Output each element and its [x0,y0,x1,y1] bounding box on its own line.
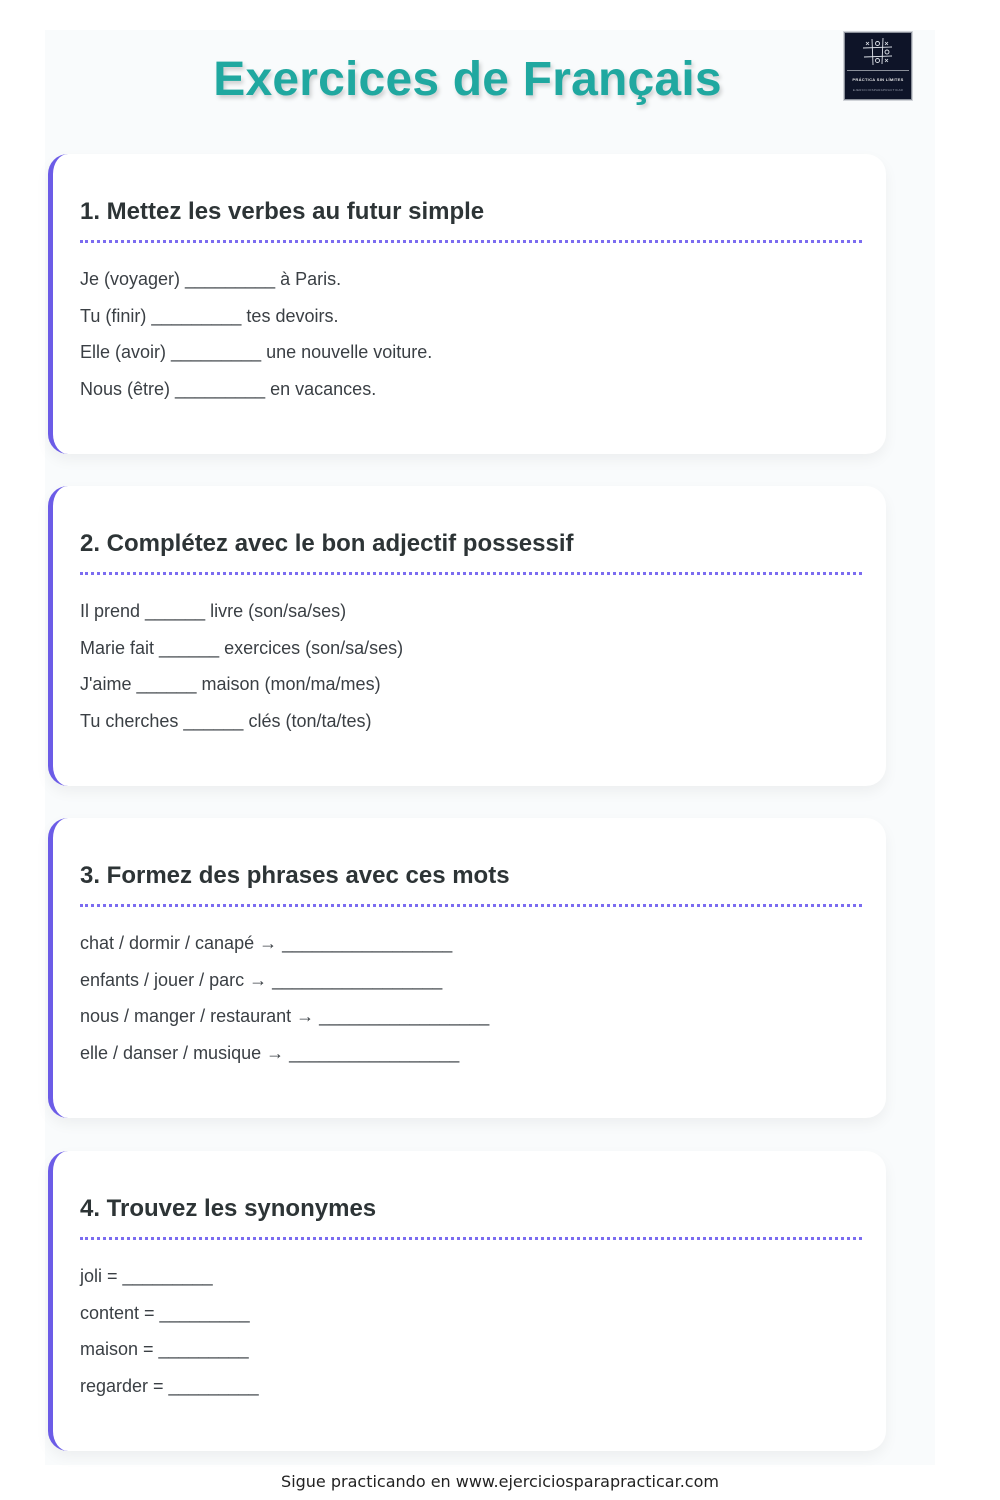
dotted-divider [80,572,862,575]
dotted-divider [80,240,862,243]
exercise-title: 3. Formez des phrases avec ces mots [80,862,510,889]
exercise-item: Tu cherches ______ clés (ton/ta/tes) [80,710,372,731]
dotted-divider [80,1237,862,1240]
exercise-item: Elle (avoir) _________ une nouvelle voiture. [80,342,433,362]
exercise-title: 1. Mettez les verbes au futur simple [80,198,485,225]
exercise-list [80,267,432,413]
dotted-divider [80,904,862,907]
exercise-item: content = _________ [80,1302,250,1323]
exercise-item: Il prend ______ livre (son/sa/ses) [80,601,347,621]
exercise-card-3 [48,818,886,1118]
logo-brand-text: PRÁCTICA SIN LÍMITES [852,77,904,82]
exercise-item: joli = _________ [80,1266,213,1286]
exercise-item: Je (voyager) _________ à Paris. [80,269,342,289]
exercise-list [80,1264,259,1410]
exercise-item: enfants / jouer / parc → _________________ [80,969,443,990]
exercise-item: regarder = _________ [80,1375,259,1396]
logo-subtitle: EJERCICIOSPARAPRACTICAR [852,88,904,92]
exercise-title: 2. Complétez avec le bon adjectif possessif [80,530,574,557]
exercise-list [80,931,489,1077]
exercise-item: maison = _________ [80,1339,249,1359]
page-title: Exercices de Français [213,53,722,106]
exercise-card-4 [48,1151,886,1451]
exercise-item: chat / dormir / canapé → _________________ [80,933,453,953]
tic-tac-toe-icon [845,33,911,71]
exercise-item: Tu (finir) _________ tes devoirs. [80,305,339,326]
logo-divider [847,70,909,71]
exercise-item: Nous (être) _________ en vacances. [80,378,377,399]
exercise-list [80,599,403,745]
exercise-item: nous / manger / restaurant → _________________ [80,1006,490,1026]
exercise-card-1 [48,154,886,454]
exercise-item: J'aime ______ maison (mon/ma/mes) [80,674,381,694]
exercise-item: elle / danser / musique → _________________ [80,1042,460,1063]
exercise-item: Marie fait ______ exercices (son/sa/ses) [80,637,404,658]
exercise-title: 4. Trouvez les synonymes [80,1195,377,1222]
brand-logo [844,32,912,100]
exercise-card-2 [48,486,886,786]
footer-text: Sigue practicando en www.ejerciciosparapracticar.com [281,1472,719,1491]
